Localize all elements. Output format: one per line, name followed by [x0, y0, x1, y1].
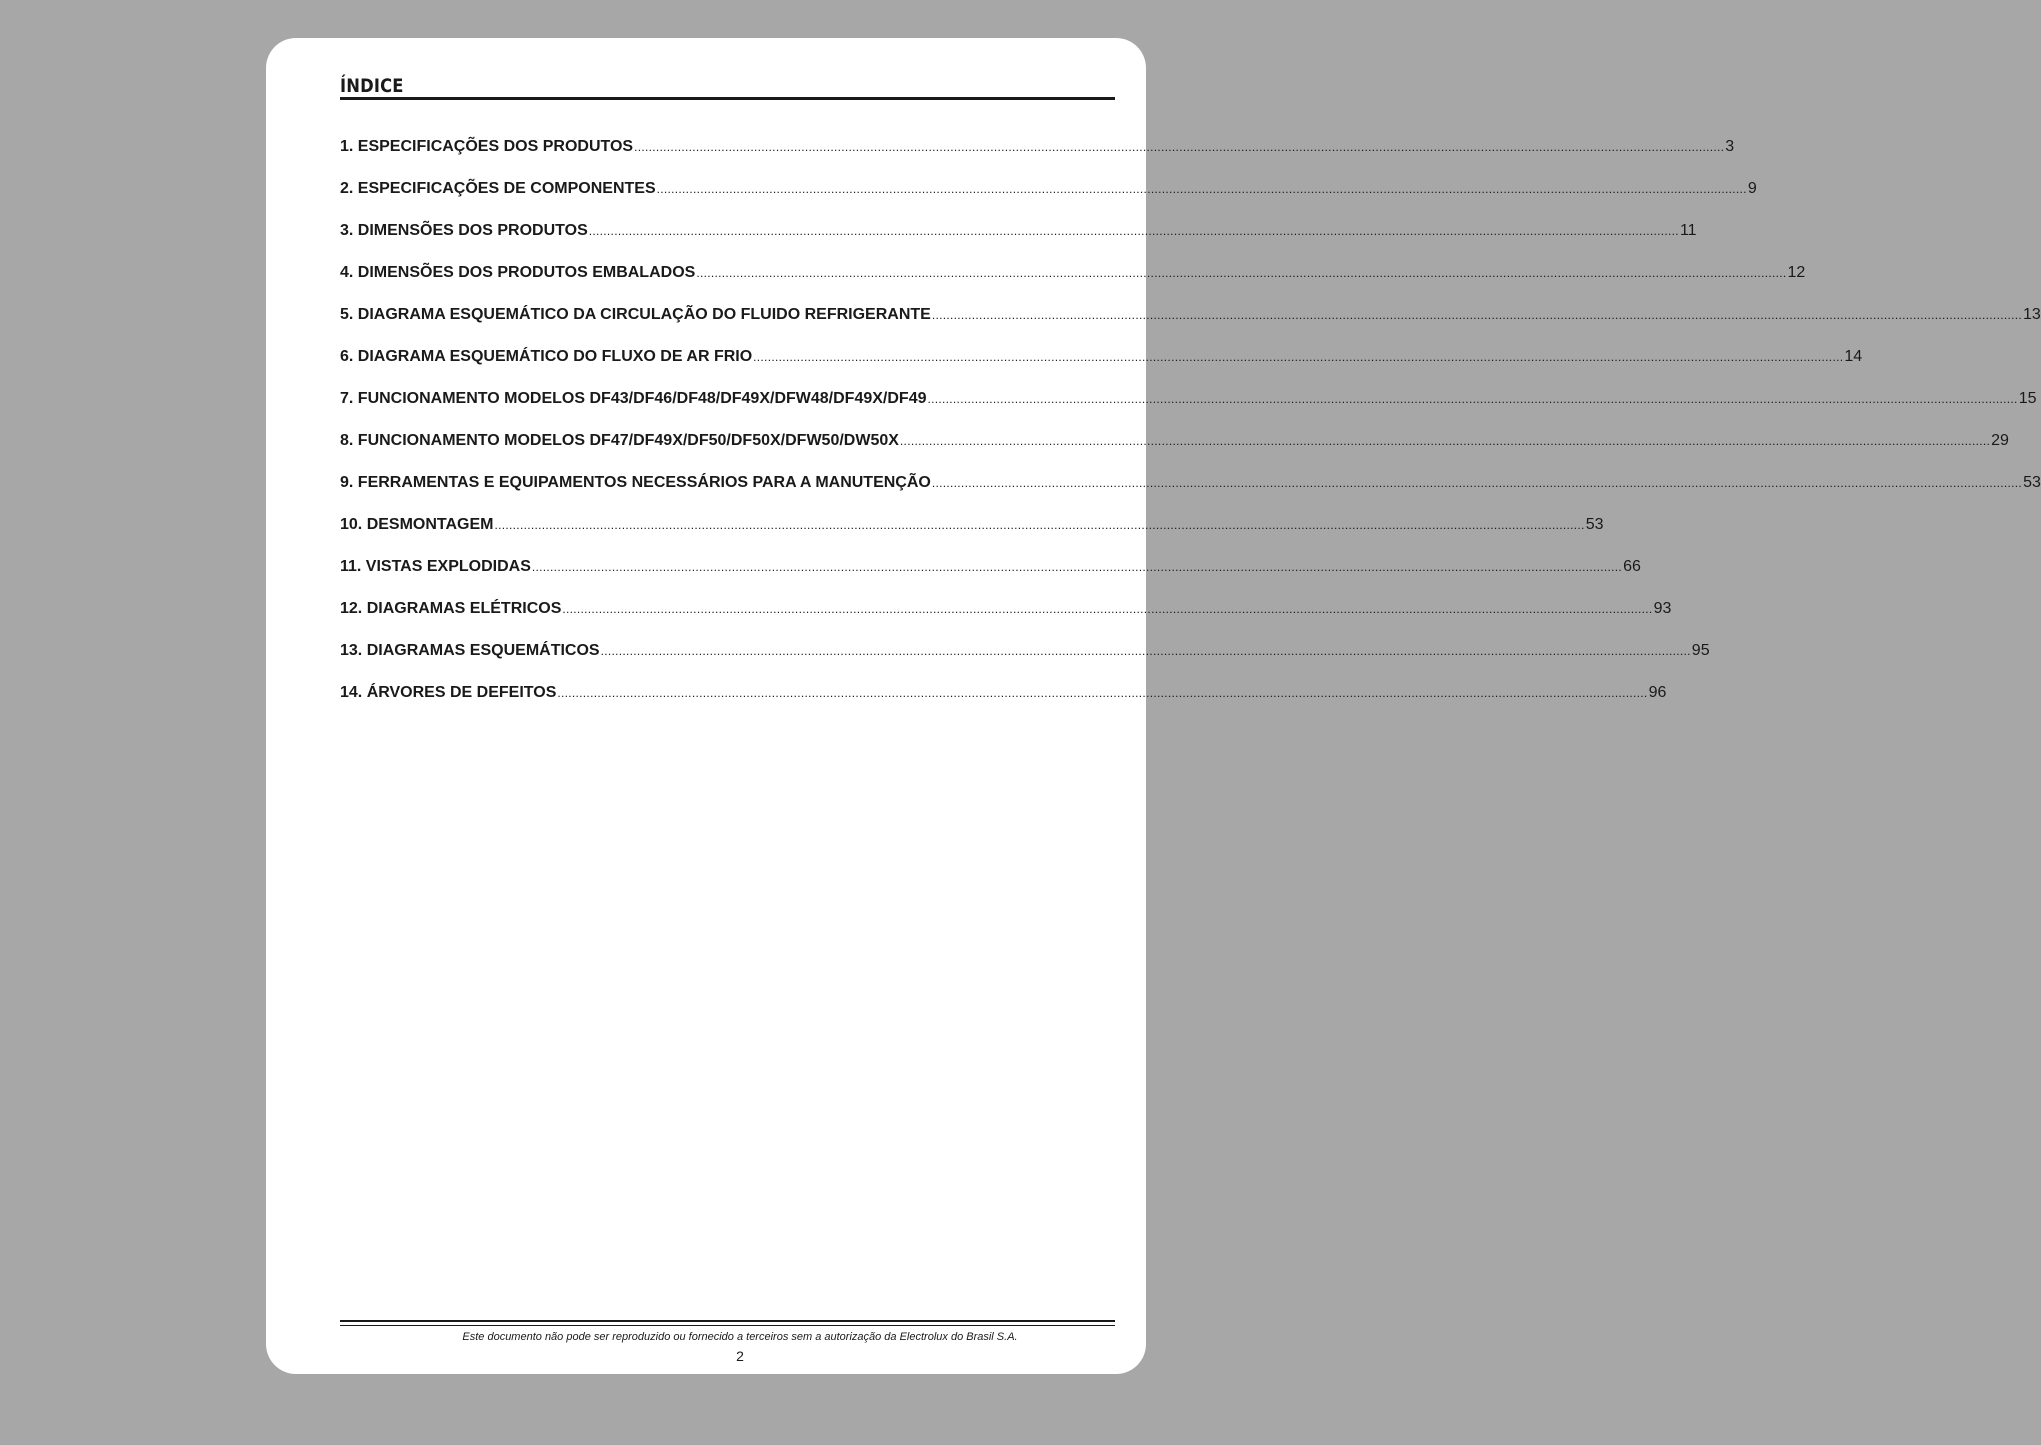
- footer-rule: [340, 1320, 1115, 1322]
- toc-entry-label: 11. VISTAS EXPLODIDAS: [340, 558, 531, 575]
- toc-dot-leader: ............................................................................................................................................................................................................................................................................................................: [588, 224, 1679, 238]
- toc-entry-label: 1. ESPECIFICAÇÕES DOS PRODUTOS: [340, 138, 634, 155]
- toc-entry-page: 9: [1747, 180, 1757, 197]
- toc-entry-page: 14: [1844, 348, 1863, 365]
- toc-entry[interactable]: [340, 264, 1806, 306]
- toc-entry-label: 4. DIMENSÕES DOS PRODUTOS EMBALADOS: [340, 264, 696, 281]
- toc-entry-label: 10. DESMONTAGEM: [340, 516, 494, 533]
- toc-entry[interactable]: [340, 138, 1735, 180]
- footer-disclaimer: Este documento não pode ser reproduzido ou fornecido a terceiros sem a autorização da Electrolux do Brasil S.A.: [462, 1331, 1018, 1343]
- toc-entry-page: 29: [1991, 432, 2009, 449]
- toc-dot-leader: ............................................................................................................................................................................................................................................................................................................: [562, 602, 1653, 616]
- toc-dot-leader: ............................................................................................................................................................................................................................................................................................................: [899, 434, 1991, 448]
- toc-dot-leader: ............................................................................................................................................................................................................................................................................................................: [927, 392, 2018, 406]
- toc-entry[interactable]: [340, 474, 2041, 516]
- toc-entry[interactable]: [340, 600, 1672, 642]
- toc-entry[interactable]: [340, 180, 1757, 222]
- document-page: [266, 38, 2041, 1374]
- toc-entry[interactable]: [340, 432, 2009, 474]
- toc-entry-page: 53: [2023, 474, 2041, 491]
- toc-dot-leader: ............................................................................................................................................................................................................................................................................................................: [600, 644, 1691, 658]
- toc-entry-page: 66: [1623, 558, 1641, 575]
- toc-entry[interactable]: [340, 516, 1604, 558]
- toc-entry-label: 12. DIAGRAMAS ELÉTRICOS: [340, 600, 562, 617]
- page-title: ÍNDICE: [340, 75, 404, 97]
- toc-dot-leader: ............................................................................................................................................................................................................................................................................................................: [531, 560, 1623, 574]
- toc-entry[interactable]: [340, 222, 1697, 264]
- page-number: 2: [736, 1348, 744, 1364]
- title-underline: [340, 97, 1115, 100]
- toc-entry[interactable]: [340, 684, 1667, 726]
- toc-entry-label: 7. FUNCIONAMENTO MODELOS DF43/DF46/DF48/DF49X/DFW48/DF49X/DF49: [340, 390, 927, 407]
- toc-entry-page: 15: [2018, 390, 2037, 407]
- toc-entry-page: 3: [1725, 138, 1735, 155]
- toc-entry-label: 6. DIAGRAMA ESQUEMÁTICO DO FLUXO DE AR FRIO: [340, 348, 753, 365]
- toc-entry[interactable]: [340, 642, 1710, 684]
- table-of-contents: [340, 138, 2041, 726]
- toc-dot-leader: ............................................................................................................................................................................................................................................................................................................: [634, 140, 1725, 154]
- toc-entry-label: 3. DIMENSÕES DOS PRODUTOS: [340, 222, 588, 239]
- toc-entry-label: 14. ÁRVORES DE DEFEITOS: [340, 684, 557, 701]
- toc-dot-leader: ............................................................................................................................................................................................................................................................................................................: [494, 518, 1585, 532]
- toc-entry-page: 96: [1648, 684, 1667, 701]
- toc-dot-leader: ............................................................................................................................................................................................................................................................................................................: [931, 308, 2023, 322]
- toc-dot-leader: ............................................................................................................................................................................................................................................................................................................: [931, 476, 2023, 490]
- toc-dot-leader: ............................................................................................................................................................................................................................................................................................................: [696, 266, 1787, 280]
- toc-entry-label: 2. ESPECIFICAÇÕES DE COMPONENTES: [340, 180, 656, 197]
- toc-dot-leader: ............................................................................................................................................................................................................................................................................................................: [753, 350, 1844, 364]
- toc-entry-page: 95: [1691, 642, 1710, 659]
- toc-entry-page: 12: [1787, 264, 1806, 281]
- toc-entry-page: 53: [1585, 516, 1604, 533]
- toc-entry-page: 13: [2023, 306, 2041, 323]
- footer-rule: [340, 1325, 1115, 1326]
- toc-entry[interactable]: [340, 348, 1863, 390]
- toc-entry-label: 8. FUNCIONAMENTO MODELOS DF47/DF49X/DF50/DF50X/DFW50/DW50X: [340, 432, 899, 449]
- toc-dot-leader: ............................................................................................................................................................................................................................................................................................................: [656, 182, 1747, 196]
- toc-dot-leader: ............................................................................................................................................................................................................................................................................................................: [557, 686, 1648, 700]
- toc-entry[interactable]: [340, 390, 2037, 432]
- toc-entry-label: 5. DIAGRAMA ESQUEMÁTICO DA CIRCULAÇÃO DO FLUIDO REFRIGERANTE: [340, 306, 931, 323]
- toc-entry-label: 13. DIAGRAMAS ESQUEMÁTICOS: [340, 642, 600, 659]
- toc-entry-page: 11: [1679, 222, 1697, 239]
- toc-entry-page: 93: [1653, 600, 1672, 617]
- toc-entry[interactable]: [340, 558, 1641, 600]
- toc-entry[interactable]: [340, 306, 2041, 348]
- toc-entry-label: 9. FERRAMENTAS E EQUIPAMENTOS NECESSÁRIOS PARA A MANUTENÇÃO: [340, 474, 931, 491]
